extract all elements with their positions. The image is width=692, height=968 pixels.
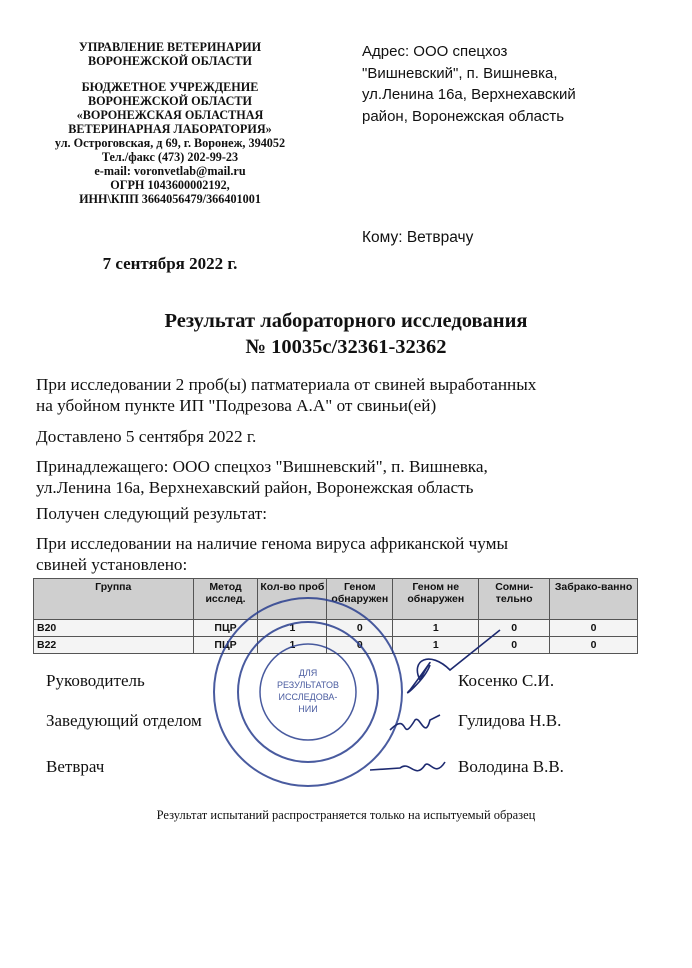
address-line: Адрес: ООО спецхоз — [362, 43, 508, 60]
signature-mark — [390, 715, 440, 730]
lab-ogrn: ОГРН 1043600002192, — [110, 178, 230, 192]
signature-name: Гулидова Н.В. — [458, 711, 562, 730]
cell: 1 — [258, 637, 327, 654]
col-rejected: Забрако-ванно — [550, 579, 638, 620]
stamp-text: ИССЛЕДОВА- — [278, 692, 338, 702]
stamp-text: НИИ — [298, 704, 318, 714]
stamp-text: ДЛЯ — [298, 668, 318, 678]
address-line: ул.Ленина 16а, Верхнехавский — [362, 86, 576, 103]
col-method: Метод исслед. — [193, 579, 258, 620]
signature-mark — [370, 762, 445, 771]
text-line: свиней установлено: — [36, 555, 188, 574]
handwritten-signatures — [370, 620, 510, 790]
cell: 0 — [327, 637, 393, 654]
text-line: При исследовании на наличие генома вируса африканской чумы — [36, 534, 509, 553]
document-number: № 10035с/32361-32362 — [245, 336, 447, 358]
signature-name: Косенко С.И. — [458, 671, 555, 690]
footer-note: Результат испытаний распространяется только на испытуемый образец — [156, 808, 536, 822]
cell: ПЦР — [193, 620, 258, 637]
signature-role: Заведующий отделом — [46, 711, 202, 730]
text-line: ул.Ленина 16а, Верхнехавский район, Воронежская область — [36, 478, 474, 497]
cell: 0 — [479, 620, 550, 637]
result-statement — [36, 533, 508, 575]
recipient-address — [362, 41, 662, 127]
owner-info — [36, 456, 488, 498]
signature-name: Володина В.В. — [458, 757, 564, 776]
title-line: Результат лабораторного исследования — [164, 310, 528, 332]
signature-role: Руководитель — [46, 671, 145, 690]
recipient-to: Кому: Ветврачу — [362, 229, 474, 246]
address-line: район, Воронежская область — [362, 107, 565, 125]
cell: 0 — [550, 637, 638, 654]
cell: ПЦР — [193, 637, 258, 654]
signature-role: Ветврач — [46, 757, 105, 776]
col-not-detected: Геном не обнаружен — [393, 579, 479, 620]
col-doubtful: Сомни-тельно — [479, 579, 550, 620]
lab-email: e-mail: voronvetlab@mail.ru — [94, 164, 246, 178]
cell: 1 — [258, 620, 327, 637]
cell: B20 — [34, 620, 194, 637]
text-line: При исследовании 2 проб(ы) патматериала от свиней выработанных — [36, 375, 537, 394]
cell: 0 — [479, 637, 550, 654]
lab-phone: Тел./факс (473) 202-99-23 — [101, 150, 239, 164]
cell: 0 — [550, 620, 638, 637]
cell: B22 — [34, 637, 194, 654]
document-title — [0, 308, 692, 360]
org-line: ВОРОНЕЖСКОЙ ОБЛАСТИ — [87, 94, 253, 108]
dept-line: УПРАВЛЕНИЕ ВЕТЕРИНАРИИ — [78, 40, 262, 54]
cell: 1 — [393, 620, 479, 637]
col-group: Группа — [34, 579, 194, 620]
lab-address: ул. Остроговская, д 69, г. Воронеж, 394052 — [54, 136, 286, 150]
dept-line: ВОРОНЕЖСКОЙ ОБЛАСТИ — [87, 54, 253, 68]
stamp-text: РЕЗУЛЬТАТОВ — [276, 680, 340, 690]
text-line: на убойном пункте ИП "Подрезова А.А" от свиньи(ей) — [36, 396, 437, 415]
cell: 0 — [327, 620, 393, 637]
org-line: БЮДЖЕТНОЕ УЧРЕЖДЕНИЕ — [81, 80, 259, 94]
text-line: Принадлежащего: ООО спецхоз "Вишневский", п. Вишневка, — [36, 457, 488, 476]
result-intro: Получен следующий результат: — [36, 504, 268, 523]
cell: 1 — [393, 637, 479, 654]
lab-inn: ИНН\КПП 3664056479/366401001 — [79, 192, 261, 206]
delivered-date: Доставлено 5 сентября 2022 г. — [36, 427, 257, 446]
col-detected: Геном обнаружен — [327, 579, 393, 620]
address-line: "Вишневский", п. Вишневка, — [362, 64, 558, 82]
org-line: «ВОРОНЕЖСКАЯ ОБЛАСТНАЯ — [76, 108, 264, 122]
study-description — [36, 374, 536, 416]
col-count: Кол-во проб — [258, 579, 327, 620]
signature-mark — [408, 630, 500, 693]
org-line: ВЕТЕРИНАРНАЯ ЛАБОРАТОРИЯ» — [68, 122, 272, 136]
stamp-center-text — [277, 668, 339, 714]
document-date: 7 сентября 2022 г. — [102, 254, 238, 273]
lab-letterhead — [20, 40, 320, 206]
